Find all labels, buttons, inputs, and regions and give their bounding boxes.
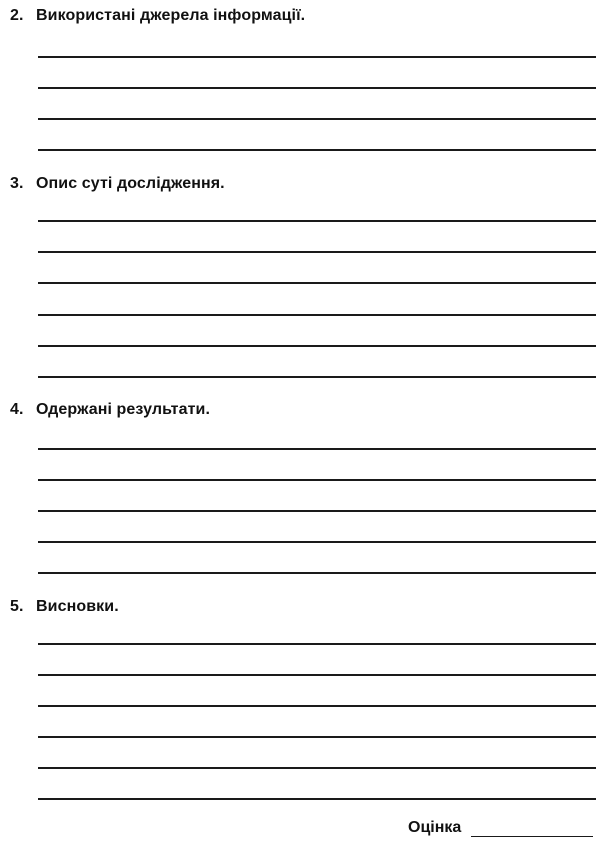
section-title: Використані джерела інформації. (36, 7, 306, 24)
answer-line[interactable] (38, 118, 596, 120)
answer-line[interactable] (38, 56, 596, 58)
answer-line[interactable] (38, 479, 596, 481)
answer-line[interactable] (38, 345, 596, 347)
answer-line[interactable] (38, 314, 596, 316)
answer-line[interactable] (38, 510, 596, 512)
section-number: 2. (10, 7, 24, 24)
answer-line[interactable] (38, 767, 596, 769)
answer-line[interactable] (38, 376, 596, 378)
section-3-heading (10, 175, 225, 193)
answer-line[interactable] (38, 448, 596, 450)
section-2-heading (10, 7, 305, 25)
answer-line[interactable] (38, 798, 596, 800)
section-title: Одержані результати. (36, 401, 211, 418)
grade-field-line[interactable] (471, 836, 593, 837)
answer-line[interactable] (38, 220, 596, 222)
section-number: 3. (10, 175, 24, 192)
section-number: 5. (10, 598, 24, 615)
answer-line[interactable] (38, 541, 596, 543)
grade-label: Оцінка (408, 819, 462, 836)
section-4-heading (10, 401, 210, 419)
answer-line[interactable] (38, 736, 596, 738)
answer-line[interactable] (38, 705, 596, 707)
answer-line[interactable] (38, 149, 596, 151)
answer-line[interactable] (38, 87, 596, 89)
answer-line[interactable] (38, 251, 596, 253)
answer-line[interactable] (38, 643, 596, 645)
section-5-heading (10, 598, 119, 616)
answer-line[interactable] (38, 674, 596, 676)
answer-line[interactable] (38, 282, 596, 284)
section-title: Опис суті дослідження. (36, 175, 225, 192)
section-title: Висновки. (36, 598, 119, 615)
section-number: 4. (10, 401, 24, 418)
answer-line[interactable] (38, 572, 596, 574)
